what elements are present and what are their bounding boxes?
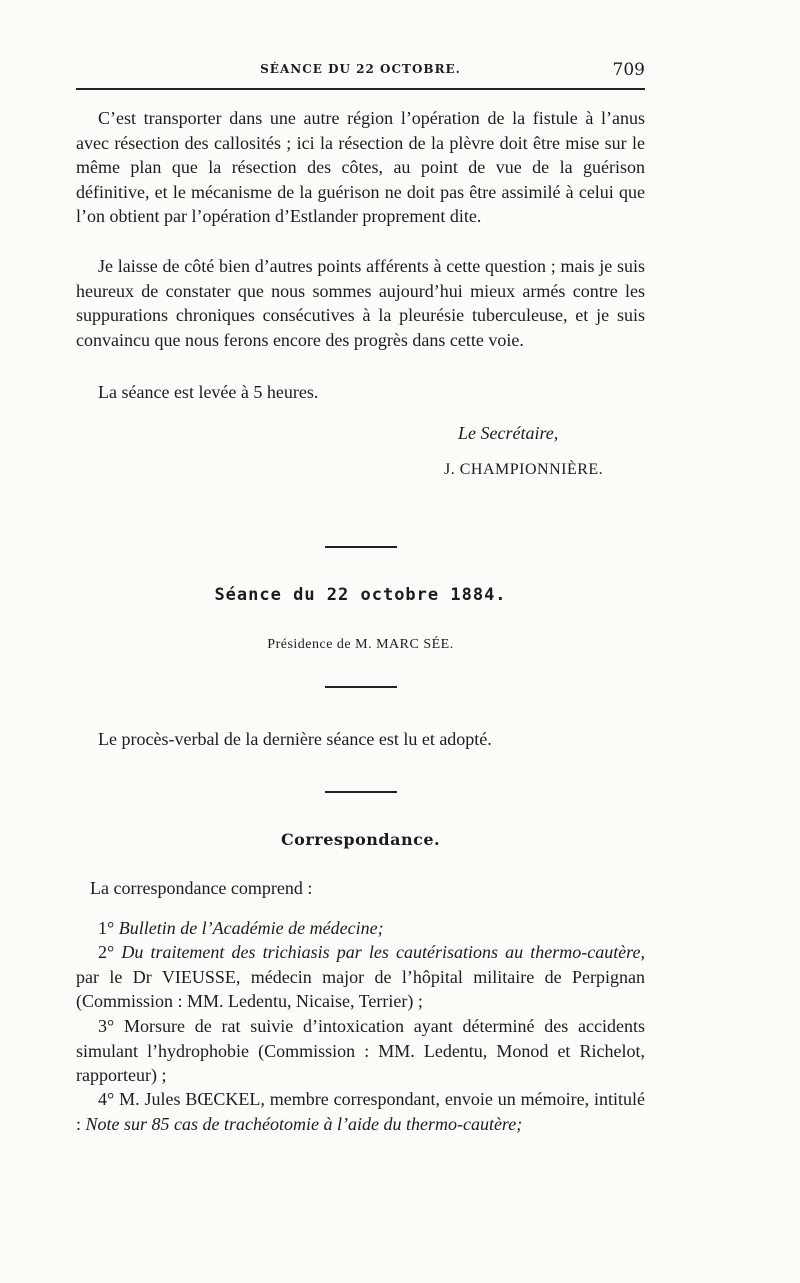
signature-role: Le Secrétaire,: [458, 423, 559, 443]
item-italic-title: Bulletin de l’Académie de médecine;: [118, 918, 384, 938]
running-head: [76, 58, 645, 82]
presidence-line: [76, 637, 645, 653]
page-number: 709: [612, 60, 645, 80]
item-italic-title: Du traitement des trichiasis par les cautérisations au thermo-cautère,: [121, 942, 646, 962]
list-item-2: [76, 940, 645, 1014]
separator-rule-3: [325, 791, 397, 793]
minutes-line: Le procès-verbal de la dernière séance est lu et adopté.: [98, 729, 492, 749]
item-text: par le Dr VIEUSSE, médecin major de l’hôpital militaire de Perpignan (Commission : MM. Ledentu, Nicaise, Terrier) ;: [76, 966, 645, 1011]
list-item-4: [76, 1087, 645, 1136]
running-title: SÉANCE DU 22 OCTOBRE.: [260, 62, 461, 76]
separator-rule-1: [325, 546, 397, 548]
item-number: 1°: [98, 918, 115, 938]
item-text: Morsure de rat suivie d’intoxication ayant déterminé des accidents simulant l’hydrophobie (Commission : MM. Ledentu, Monod et Richelot, rapporteur) ;: [76, 1016, 646, 1085]
presidence-name: MARC SÉE.: [376, 637, 454, 652]
signature-name: J. CHAMPIONNIÈRE.: [444, 461, 604, 478]
separator-rule-2: [325, 686, 397, 688]
sitting-title: Séance du 22 octobre 1884.: [214, 585, 507, 605]
item-number: 4°: [98, 1089, 115, 1109]
item-italic-title: Note sur 85 cas de trachéotomie à l’aide du thermo-cautère;: [85, 1113, 523, 1134]
presidence-prefix: Présidence de M.: [267, 637, 373, 652]
list-item-1: [76, 916, 645, 941]
item-number: 2°: [98, 942, 115, 962]
list-item-3: [76, 1014, 645, 1088]
correspondance-intro: La correspondance comprend :: [90, 878, 313, 898]
item-text: M. Jules BŒCKEL, membre correspondant, envoie un mémoire, intitulé :: [76, 1089, 646, 1134]
header-rule: [76, 88, 645, 90]
section-heading: Correspondance.: [280, 830, 441, 849]
item-number: 3°: [98, 1016, 115, 1036]
paragraph-1: C’est transporter dans une autre région l’opération de la fistule à l’anus avec résection des callosités ; ici la résection de la plèvre doit être mise sur le même plan que la résection des côtes, au point de vue de la guérison définitive, et le mécanisme de la guérison ne doit pas être assimilé à celui que l’on obtient par l’opération d’Estlander proprement dite.: [76, 108, 645, 226]
paragraph-2: Je laisse de côté bien d’autres points afférents à cette question ; mais je suis heureux de constater que nous sommes aujourd’hui mieux armés contre les suppurations chroniques consécutives à la pleurésie tuberculeuse, et je suis convaincu que nous ferons encore des progrès dans cette voie.: [76, 256, 645, 350]
closing-line: La séance est levée à 5 heures.: [98, 382, 319, 402]
